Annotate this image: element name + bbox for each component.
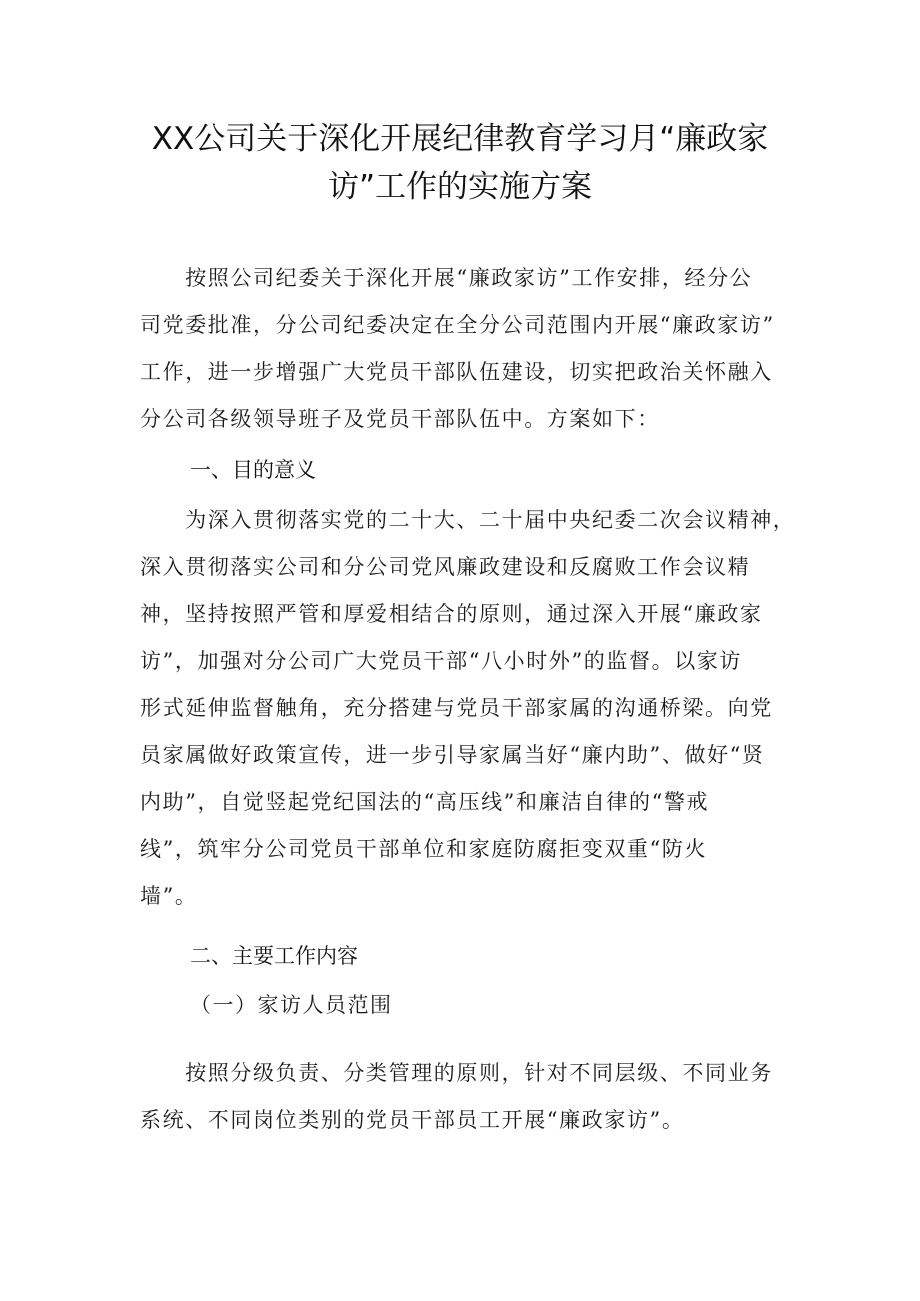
paragraph-line: 墙”。 — [140, 884, 198, 908]
paragraph-line: 形式延伸监督触角，充分搭建与党员干部家属的沟通桥梁。向党 — [140, 696, 773, 720]
paragraph-line: 神，坚持按照严管和厚爱相结合的原则，通过深入开展“廉政家 — [140, 602, 763, 626]
paragraph-line: 司党委批准，分公司纪委决定在全分公司范围内开展“廉政家访” — [140, 313, 775, 337]
paragraph-line: 内助”，自觉竖起党纪国法的“高压线”和廉洁自律的“警戒 — [140, 790, 710, 814]
document-title-line-2: 访”工作的实施方案 — [327, 169, 593, 205]
document-title-line-1: XX公司关于深化开展纪律教育学习月“廉政家 — [151, 121, 769, 157]
paragraph-line: 分公司各级领导班子及党员干部队伍中。方案如下： — [140, 407, 660, 431]
section2-paragraph — [140, 1050, 790, 1144]
paragraph-line: 工作，进一步增强广大党员干部队伍建设，切实把政治关怀融入 — [140, 360, 773, 384]
paragraph-line: 线”，筑牢分公司党员干部单位和家庭防腐拒变双重“防火 — [140, 837, 708, 861]
section1-paragraph — [140, 497, 796, 920]
subsection-heading-visit-scope: （一）家访人员范围 — [190, 993, 393, 1017]
intro-paragraph — [140, 255, 790, 443]
paragraph-line: 按照分级负责、分类管理的原则，针对不同层级、不同业务 — [140, 1061, 773, 1085]
paragraph-line: 深入贯彻落实公司和分公司党风廉政建设和反腐败工作会议精 — [140, 555, 751, 579]
section-heading-purpose: 一、目的意义 — [190, 458, 316, 482]
paragraph-line: 系统、不同岗位类别的党员干部员工开展“廉政家访”。 — [140, 1108, 685, 1132]
paragraph-line: 按照公司纪委关于深化开展“廉政家访”工作安排，经分公 — [140, 266, 753, 290]
section-heading-main-work: 二、主要工作内容 — [190, 944, 358, 968]
paragraph-line: 员家属做好政策宣传，进一步引导家属当好“廉内助”、做好“贤 — [140, 743, 765, 767]
paragraph-line: 访”，加强对分公司广大党员干部“八小时外”的监督。以家访 — [140, 649, 743, 673]
paragraph-line: 为深入贯彻落实党的二十大、二十届中央纪委二次会议精神， — [140, 508, 796, 532]
